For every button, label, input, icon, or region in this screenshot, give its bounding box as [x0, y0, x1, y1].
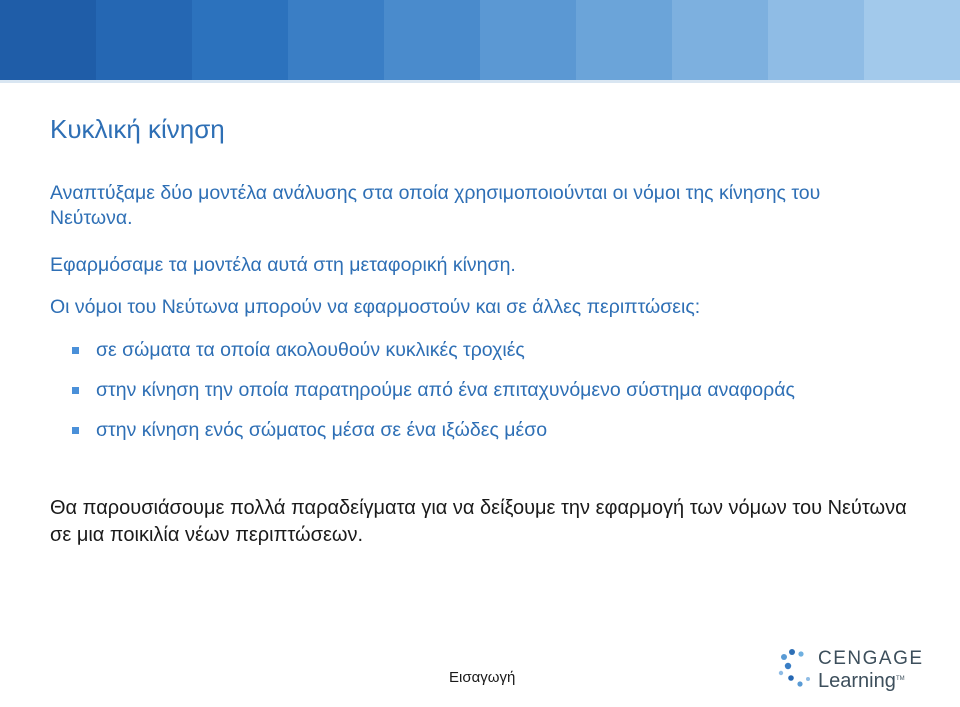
bullet-list [70, 338, 870, 458]
slide-title: Κυκλική κίνηση [50, 114, 225, 144]
banner-tile [0, 0, 96, 80]
cengage-dot-logo-icon [778, 646, 814, 692]
header-banner-underline [0, 80, 960, 83]
bullet-item-circular [70, 338, 870, 363]
banner-tile [192, 0, 288, 80]
square-bullet-icon [72, 387, 79, 394]
footer-section-label: Εισαγωγή [449, 669, 516, 686]
square-bullet-icon [72, 427, 79, 434]
header-banner [0, 0, 960, 80]
bullet-text: στην κίνηση την οποία παρατηρούμε από ένα επιταχυνόμενο σύστημα αναφοράς [96, 379, 795, 401]
bullet-item-accelerated-frame [70, 378, 870, 403]
paragraph-other-cases: Οι νόμοι του Νεύτωνα μπορούν να εφαρμοστούν και σε άλλες περιπτώσεις: [50, 296, 701, 318]
logo-trademark: TM [896, 676, 905, 682]
banner-tile [96, 0, 192, 80]
cengage-learning-logo [778, 644, 928, 696]
banner-tile [768, 0, 864, 80]
logo-text-learning: Learning [818, 670, 896, 692]
banner-tile [288, 0, 384, 80]
banner-tile [672, 0, 768, 80]
bullet-text: σε σώματα τα οποία ακολουθούν κυκλικές τροχιές [96, 339, 525, 361]
logo-text-cengage: CENGAGE [818, 648, 924, 669]
bullet-item-viscous-medium [70, 418, 870, 443]
paragraph-models: Αναπτύξαμε δύο μοντέλα ανάλυσης στα οποία χρησιμοποιούνται οι νόμοι της κίνησης του Νεύτωνα. [50, 182, 821, 229]
banner-tile [480, 0, 576, 80]
paragraph-examples: Θα παρουσιάσουμε πολλά παραδείγματα για να δείξουμε την εφαρμογή των νόμων του Νεύτωνα σε μια ποικιλία νέων περιπτώσεων. [50, 497, 907, 546]
banner-tile [576, 0, 672, 80]
banner-tile [864, 0, 960, 80]
square-bullet-icon [72, 347, 79, 354]
bullet-text: στην κίνηση ενός σώματος μέσα σε ένα ιξώδες μέσο [96, 419, 548, 441]
paragraph-translational: Εφαρμόσαμε τα μοντέλα αυτά στη μεταφορική κίνηση. [50, 254, 516, 276]
banner-tile [384, 0, 480, 80]
